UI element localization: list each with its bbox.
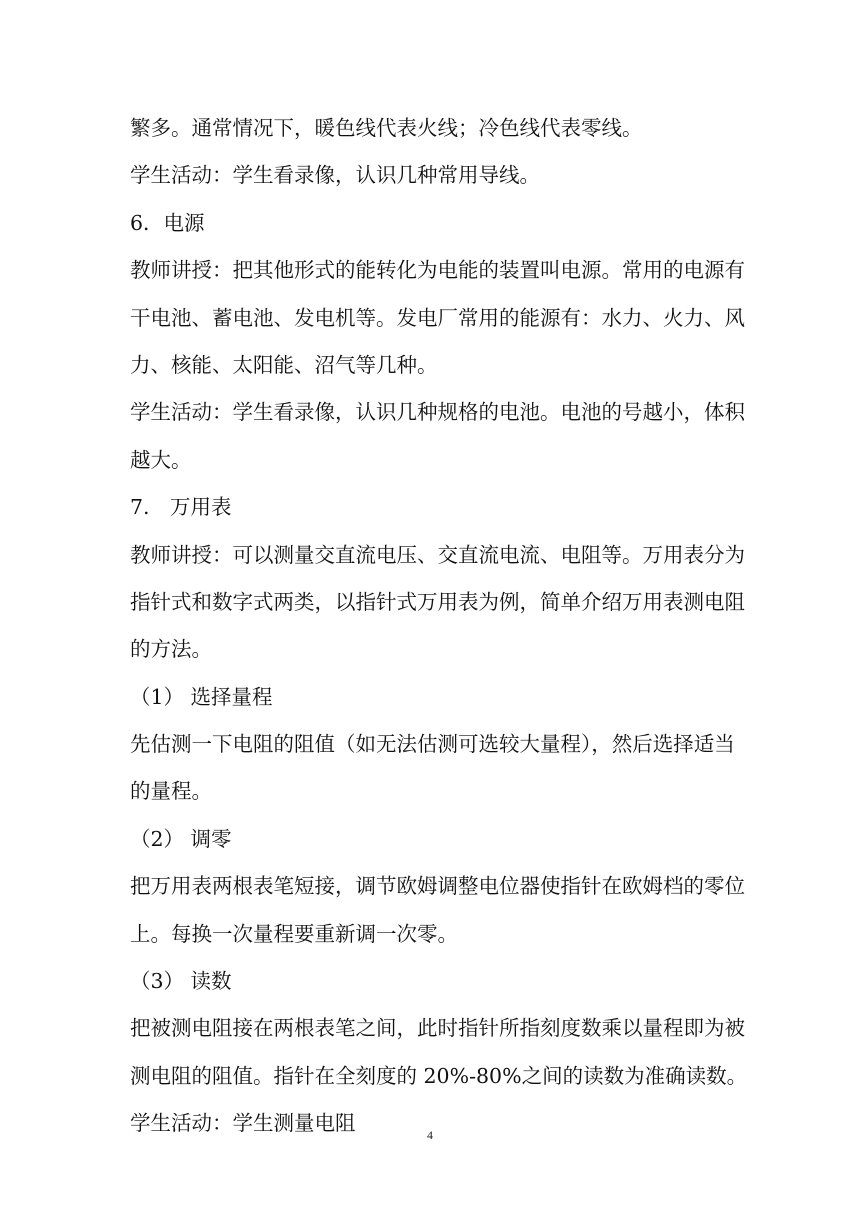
subheading-zero-adjust: （2） 调零 [130, 826, 232, 851]
document-body [130, 105, 748, 1148]
paragraph-line: 干电池、蓄电池、发电机等。发电厂常用的能源有：水力、火力、风 [130, 305, 745, 330]
paragraph-line: 教师讲授：可以测量交直流电压、交直流电流、电阻等。万用表分为 [130, 542, 745, 567]
student-activity-line: 学生活动：学生看录像，认识几种常用导线。 [130, 163, 540, 188]
student-activity-line: 学生活动：学生测量电阻 [130, 1111, 356, 1136]
paragraph-line: 把被测电阻接在两根表笔之间，此时指针所指刻度数乘以量程即为被 [130, 1016, 745, 1041]
paragraph-line: 的量程。 [130, 779, 212, 804]
student-activity-line: 学生活动：学生看录像，认识几种规格的电池。电池的号越小，体积 [130, 400, 745, 425]
section-heading-multimeter: 7. 万用表 [130, 495, 232, 520]
section-heading-power-source: 6．电源 [130, 210, 205, 235]
paragraph-line: 的方法。 [130, 637, 212, 662]
paragraph-line: 指针式和数字式两类，以指针式万用表为例，简单介绍万用表测电阻 [130, 589, 745, 614]
paragraph-line: 力、核能、太阳能、沼气等几种。 [130, 352, 438, 377]
subheading-reading: （3） 读数 [130, 969, 232, 994]
paragraph-line: 测电阻的阻值。指针在全刻度的 20%-80%之间的读数为准确读数。 [130, 1063, 748, 1088]
paragraph-line: 上。每换一次量程要重新调一次零。 [130, 921, 458, 946]
subheading-select-range: （1） 选择量程 [130, 684, 273, 709]
paragraph-line: 越大。 [130, 447, 192, 472]
paragraph-line: 先估测一下电阻的阻值（如无法估测可选较大量程），然后选择适当 [130, 732, 735, 757]
page-number: 4 [427, 1128, 433, 1142]
paragraph-line: 繁多。通常情况下，暖色线代表火线；冷色线代表零线。 [130, 116, 643, 140]
paragraph-line: 把万用表两根表笔短接，调节欧姆调整电位器使指针在欧姆档的零位 [130, 874, 745, 899]
paragraph-line: 教师讲授：把其他形式的能转化为电能的装置叫电源。常用的电源有 [130, 258, 745, 283]
